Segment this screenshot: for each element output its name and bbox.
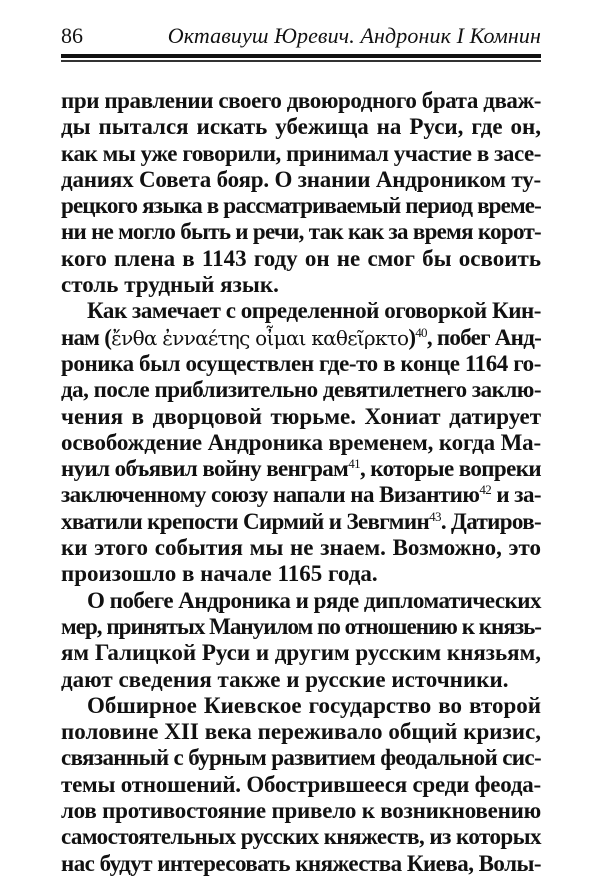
greek-quote: ἔνθα ἐνναέτης οἶμαι καθεῖρκτο — [111, 325, 409, 350]
text-line: столь трудный язык. — [61, 272, 279, 298]
header-rule-thin — [61, 60, 541, 62]
text-line: ям Галицкой Руси и другим русским князьям, — [61, 640, 541, 666]
text-line: половине XII века переживало общий кризис, — [61, 719, 541, 745]
text-line: ды пытался искать убежища на Руси, где он, — [61, 114, 541, 140]
header-rule-thick — [61, 54, 541, 58]
text-line: связанный с бурным развитием феодальной сис- — [61, 745, 541, 771]
text-line: роника был осуществлен где-то в конце 1164 го- — [61, 350, 541, 376]
text-line: произошло в начале 1165 года. — [61, 561, 378, 587]
paragraph-4 — [61, 693, 541, 877]
text-line — [61, 325, 541, 351]
footnote-ref-42[interactable]: 42 — [479, 482, 492, 498]
paragraph-3 — [61, 588, 541, 693]
text-line: Обширное Киевское государство во второй — [87, 692, 541, 718]
running-title: Октавиуш Юревич. Андроник I Комнин — [167, 23, 541, 48]
text-fragment: и за- — [491, 482, 542, 508]
text-line: лов противостояние привело к возникновению — [61, 798, 541, 824]
text-line: чения в дворцовой тюрьме. Хониат датирует — [61, 403, 541, 429]
text-line: даниях Совета бояр. О знании Андроником ту- — [61, 166, 541, 192]
text-line — [61, 456, 541, 482]
text-fragment: нам ( — [61, 324, 112, 350]
text-line: ки этого события мы не знаем. Возможно, это — [61, 535, 541, 561]
text-fragment: . Датиров- — [440, 508, 542, 534]
text-line: кого плена в 1143 году он не смог бы освоить — [61, 245, 541, 271]
text-fragment: , побег Анд- — [426, 324, 542, 350]
text-fragment: хватили крепости Сирмий и Зевгмин — [61, 508, 430, 534]
running-head — [61, 22, 541, 50]
text-fragment: нуил объявил войну венграм — [61, 456, 349, 482]
text-line: О побеге Андроника и ряде дипломатических — [87, 587, 541, 613]
footnote-ref-43[interactable]: 43 — [429, 508, 441, 524]
text-line: дают сведения также и русские источники. — [61, 666, 509, 692]
body-text — [61, 88, 541, 877]
paragraph-2 — [61, 298, 541, 587]
footnote-ref-41[interactable]: 41 — [348, 456, 360, 472]
text-fragment: заключенному союзу напали на Византию — [61, 482, 480, 508]
text-fragment: , которые вопреки — [360, 456, 541, 482]
text-line: самостоятельных русских княжеств, из которых — [61, 824, 541, 850]
text-line: мер, принятых Мануилом по отношению к князь- — [61, 613, 541, 639]
text-line: освобождение Андроника временем, когда Ма- — [61, 429, 541, 455]
text-line — [61, 482, 541, 508]
text-line — [61, 509, 541, 535]
text-line: ни не могло быть и речи, так как за время корот- — [61, 219, 541, 245]
text-line: Как замечает с определенной оговоркой Кин- — [87, 298, 541, 324]
text-line: нас будут интересовать княжества Киева, Волы- — [61, 850, 541, 876]
text-line: при правлении своего двоюродного брата дваж- — [61, 88, 541, 113]
page-number: 86 — [61, 23, 83, 48]
text-fragment: ) — [408, 324, 416, 350]
footnote-ref-40[interactable]: 40 — [415, 324, 427, 340]
paragraph-1 — [61, 88, 541, 298]
text-line: темы отношений. Обострившееся среди феода- — [61, 771, 541, 797]
text-line: да, после приблизительно девятилетнего заклю- — [61, 377, 541, 403]
text-line: рецкого языка в рассматриваемый период време- — [61, 193, 541, 219]
text-line: как мы уже говорили, принимал участие в засе- — [61, 140, 541, 166]
